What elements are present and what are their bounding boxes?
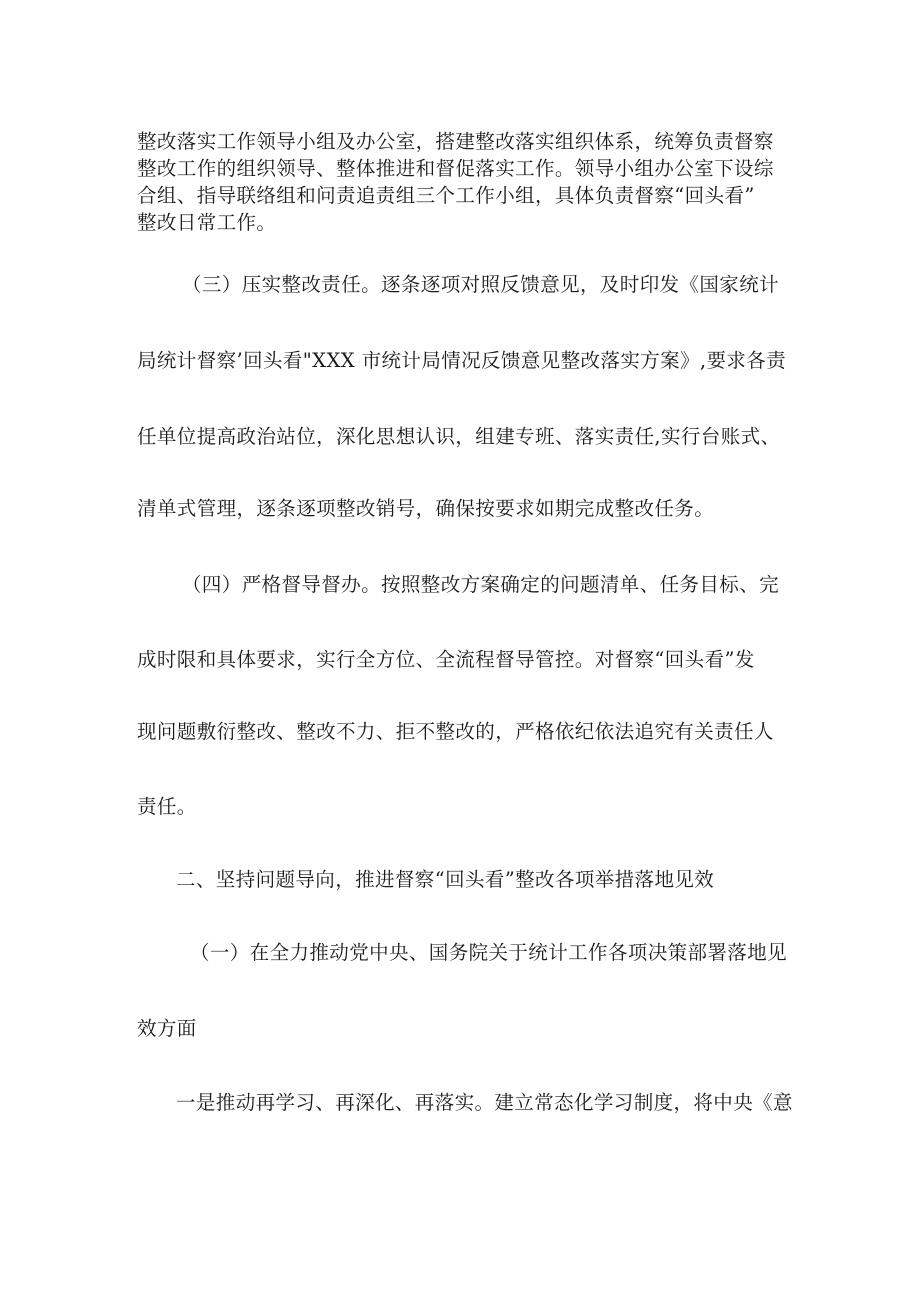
paragraph-line: （三）压实整改责任。逐条逐项对照反馈意见，及时印发《国家统计 bbox=[182, 273, 780, 296]
section-heading: 二、坚持问题导向，推进督察“回头看”整改各项举措落地见效 bbox=[176, 868, 715, 891]
subsection-heading: 效方面 bbox=[137, 1017, 197, 1040]
paragraph-line: 成时限和具体要求，实行全方位、全流程督导管控。对督察“回头看”发 bbox=[137, 648, 755, 671]
paragraph-line: 整改工作的组织领导、整体推进和督促落实工作。领导小组办公室下设综 bbox=[137, 157, 774, 180]
subsection-heading: （一）在全力推动党中央、国务院关于统计工作各项决策部署落地见 bbox=[190, 941, 788, 964]
paragraph-line: 清单式管理，逐条逐项整改销号，确保按要求如期完成整改任务。 bbox=[137, 497, 715, 520]
paragraph-line: 责任。 bbox=[137, 795, 197, 818]
paragraph-line: （四）严格督导督办。按照整改方案确定的问题清单、任务目标、完 bbox=[182, 573, 780, 596]
paragraph-line: 任单位提高政治站位，深化思想认识，组建专班、落实责任,实行台账式、 bbox=[137, 425, 781, 448]
paragraph-line: 局统计督察’回头看"XXX 市统计局情况反馈意见整改落实方案》,要求各责 bbox=[137, 349, 787, 372]
paragraph-line: 整改日常工作。 bbox=[137, 211, 277, 234]
paragraph-line: 现问题敷衍整改、整改不力、拒不整改的，严格依纪依法追究有关责任人 bbox=[137, 720, 774, 743]
paragraph-line: 合组、指导联络组和问责追责组三个工作小组，具体负责督察“回头看” bbox=[137, 184, 755, 207]
paragraph-line: 一是推动再学习、再深化、再落实。建立常态化学习制度，将中央《意 bbox=[176, 1091, 793, 1114]
paragraph-line: 整改落实工作领导小组及办公室，搭建整改落实组织体系，统筹负责督察 bbox=[137, 130, 774, 153]
